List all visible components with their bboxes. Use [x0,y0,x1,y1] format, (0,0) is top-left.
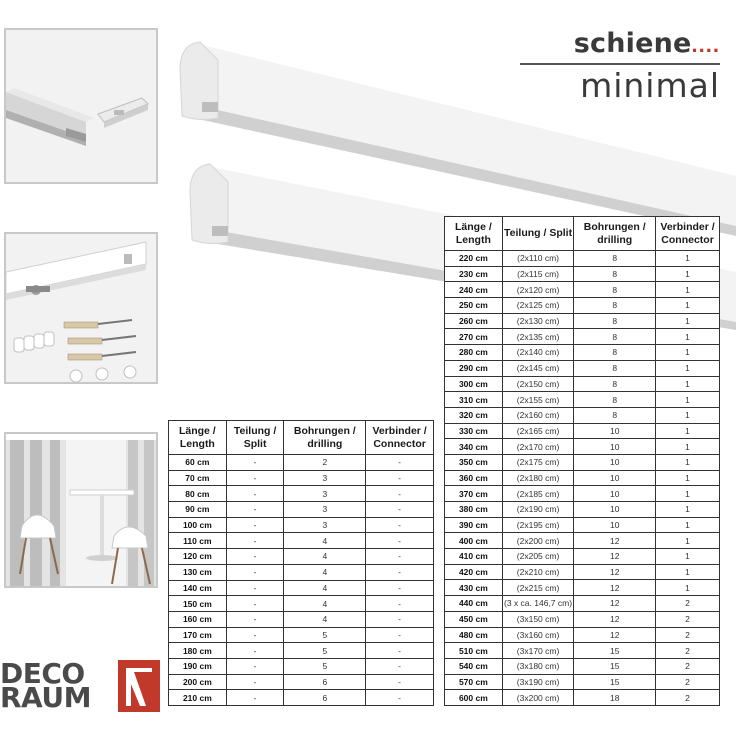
cell-length: 80 cm [169,486,227,502]
table-row [169,596,434,612]
cell-length: 340 cm [445,439,503,455]
cell-connector: 1 [656,517,720,533]
table-row [445,533,720,549]
cell-split: (2x215 cm) [502,580,574,596]
table-row [169,643,434,659]
table-row [445,313,720,329]
cell-drilling: 10 [574,486,656,502]
cell-split: (2x175 cm) [502,454,574,470]
cell-connector: - [366,486,434,502]
cell-split: (2x185 cm) [502,486,574,502]
cell-split: - [226,533,284,549]
cell-drilling: 5 [284,658,366,674]
cell-drilling: 8 [574,282,656,298]
cell-connector: 2 [656,611,720,627]
cell-connector: - [366,549,434,565]
table-header-row [169,421,434,455]
cell-connector: 1 [656,549,720,565]
table-row [169,580,434,596]
cell-split: (3x200 cm) [502,690,574,706]
cell-connector: - [366,455,434,471]
cell-length: 190 cm [169,658,227,674]
cell-split: (3x150 cm) [502,611,574,627]
accessories-thumbnail [4,232,158,384]
cell-drilling: 8 [574,329,656,345]
cell-connector: 1 [656,298,720,314]
cell-drilling: 10 [574,470,656,486]
cell-drilling: 18 [574,690,656,706]
cell-connector: 1 [656,470,720,486]
table-row [169,690,434,706]
table-row [169,674,434,690]
cell-length: 320 cm [445,407,503,423]
table-row [445,564,720,580]
table-row [445,454,720,470]
cell-length: 110 cm [169,533,227,549]
cell-connector: - [366,596,434,612]
table-row [445,282,720,298]
cell-drilling: 4 [284,549,366,565]
cell-connector: 1 [656,345,720,361]
cell-drilling: 3 [284,470,366,486]
col-header-length: Länge / Length [445,217,503,251]
cell-connector: - [366,611,434,627]
table-row [445,674,720,690]
table-row [445,360,720,376]
table-row [445,266,720,282]
cell-split: - [226,564,284,580]
cell-split: - [226,549,284,565]
cell-drilling: 5 [284,643,366,659]
cell-split: - [226,611,284,627]
cell-drilling: 10 [574,502,656,518]
cell-drilling: 8 [574,360,656,376]
cell-length: 400 cm [445,533,503,549]
cell-connector: - [366,470,434,486]
table-row [445,329,720,345]
cell-length: 380 cm [445,502,503,518]
col-header-length: Länge / Length [169,421,227,455]
table-row [445,298,720,314]
cell-split: - [226,580,284,596]
brand-subtitle: minimal [580,66,720,105]
cell-split: (2x140 cm) [502,345,574,361]
brand-name: schiene [573,28,692,59]
cell-length: 540 cm [445,658,503,674]
cell-length: 330 cm [445,423,503,439]
cell-length: 280 cm [445,345,503,361]
cell-length: 180 cm [169,643,227,659]
cell-connector: - [366,674,434,690]
cell-drilling: 10 [574,454,656,470]
cell-drilling: 8 [574,345,656,361]
cell-drilling: 8 [574,376,656,392]
cell-connector: 1 [656,282,720,298]
table-row [445,439,720,455]
room-scene-image [6,434,156,586]
cell-split: (2x110 cm) [502,251,574,267]
cell-drilling: 4 [284,533,366,549]
brand-header [520,28,720,105]
cell-split: (3x180 cm) [502,658,574,674]
cell-connector: - [366,564,434,580]
cell-drilling: 12 [574,596,656,612]
table-row [445,392,720,408]
accessories-image [6,234,156,382]
cell-connector: - [366,690,434,706]
table-row [445,627,720,643]
table-row [169,658,434,674]
cell-split: - [226,627,284,643]
brand-dots: .... [691,32,720,57]
cell-length: 250 cm [445,298,503,314]
table-row [445,517,720,533]
cell-length: 210 cm [169,690,227,706]
cell-connector: 2 [656,674,720,690]
logo-line-raum: RAUM [0,681,91,714]
cell-connector: 1 [656,502,720,518]
cell-connector: 1 [656,251,720,267]
cell-length: 170 cm [169,627,227,643]
cell-connector: 1 [656,423,720,439]
cell-length: 370 cm [445,486,503,502]
cell-split: - [226,643,284,659]
decoraum-logo [0,656,162,712]
table-row [169,470,434,486]
cell-connector: 1 [656,486,720,502]
cell-drilling: 10 [574,423,656,439]
cell-connector: 1 [656,376,720,392]
cell-length: 430 cm [445,580,503,596]
cell-split: (3 x ca. 146,7 cm) [502,596,574,612]
table-row [445,251,720,267]
table-row [169,611,434,627]
cell-length: 360 cm [445,470,503,486]
cell-drilling: 8 [574,407,656,423]
cell-length: 100 cm [169,517,227,533]
brand-divider [520,63,720,65]
cell-split: (2x160 cm) [502,407,574,423]
cell-length: 600 cm [445,690,503,706]
cell-length: 510 cm [445,643,503,659]
cell-drilling: 8 [574,392,656,408]
cell-split: (2x145 cm) [502,360,574,376]
col-header-split: Teilung / Split [502,217,574,251]
table-row [169,564,434,580]
cell-drilling: 12 [574,580,656,596]
cell-split: (2x130 cm) [502,313,574,329]
cell-length: 290 cm [445,360,503,376]
cell-split: (2x120 cm) [502,282,574,298]
cell-connector: 1 [656,392,720,408]
cell-split: - [226,470,284,486]
cell-split: - [226,658,284,674]
cell-drilling: 3 [284,502,366,518]
cell-split: - [226,674,284,690]
table-row [445,643,720,659]
cell-drilling: 4 [284,564,366,580]
cell-connector: - [366,533,434,549]
cell-split: - [226,486,284,502]
cell-length: 260 cm [445,313,503,329]
cell-split: (2x150 cm) [502,376,574,392]
table-row [445,611,720,627]
table-row [445,345,720,361]
table-row [169,533,434,549]
cell-drilling: 6 [284,674,366,690]
cell-split: (2x115 cm) [502,266,574,282]
cell-connector: - [366,643,434,659]
table-row [445,470,720,486]
cell-split: - [226,517,284,533]
cell-connector: 1 [656,360,720,376]
table-row [445,407,720,423]
cell-connector: - [366,658,434,674]
cell-split: (3x190 cm) [502,674,574,690]
cell-split: (2x205 cm) [502,549,574,565]
cell-connector: 1 [656,580,720,596]
cell-connector: 2 [656,627,720,643]
table-row [445,423,720,439]
cell-drilling: 5 [284,627,366,643]
cell-connector: 1 [656,329,720,345]
cell-length: 450 cm [445,611,503,627]
cell-length: 570 cm [445,674,503,690]
cell-connector: 2 [656,643,720,659]
cell-length: 140 cm [169,580,227,596]
cell-length: 200 cm [169,674,227,690]
col-header-drilling: Bohrungen / drilling [284,421,366,455]
cell-split: (2x210 cm) [502,564,574,580]
cell-split: (2x190 cm) [502,502,574,518]
cell-drilling: 3 [284,486,366,502]
cell-split: - [226,596,284,612]
cell-drilling: 4 [284,596,366,612]
cell-split: - [226,502,284,518]
cell-drilling: 4 [284,580,366,596]
cell-length: 310 cm [445,392,503,408]
cell-length: 160 cm [169,611,227,627]
cell-split: (2x170 cm) [502,439,574,455]
cell-drilling: 12 [574,564,656,580]
logo-mark-icon [118,660,160,712]
cell-length: 130 cm [169,564,227,580]
logo-line-deco: DECO [0,657,85,690]
cell-drilling: 15 [574,658,656,674]
table-row [445,502,720,518]
cell-split: (3x160 cm) [502,627,574,643]
cell-split: (3x170 cm) [502,643,574,659]
cell-drilling: 15 [574,674,656,690]
cell-drilling: 15 [574,643,656,659]
cell-connector: 2 [656,658,720,674]
cell-length: 150 cm [169,596,227,612]
cell-drilling: 8 [574,298,656,314]
table-row [169,627,434,643]
cell-drilling: 8 [574,251,656,267]
cell-length: 60 cm [169,455,227,471]
table-row [445,690,720,706]
cell-connector: - [366,627,434,643]
table-row [445,376,720,392]
cell-split: (2x195 cm) [502,517,574,533]
cell-split: - [226,690,284,706]
table-row [445,486,720,502]
cell-split: (2x135 cm) [502,329,574,345]
cell-drilling: 10 [574,517,656,533]
cell-connector: - [366,580,434,596]
cell-length: 120 cm [169,549,227,565]
cell-split: (2x200 cm) [502,533,574,549]
cell-connector: 2 [656,596,720,612]
table-row [445,580,720,596]
cell-drilling: 8 [574,313,656,329]
table-row [445,596,720,612]
col-header-connector: Verbinder / Connector [366,421,434,455]
cell-drilling: 6 [284,690,366,706]
cell-length: 90 cm [169,502,227,518]
table-row [169,455,434,471]
cell-drilling: 12 [574,611,656,627]
rail-profile-image [6,30,156,182]
cell-length: 410 cm [445,549,503,565]
table-row [169,486,434,502]
table-row [169,549,434,565]
cell-drilling: 2 [284,455,366,471]
cell-length: 440 cm [445,596,503,612]
cell-drilling: 4 [284,611,366,627]
cell-split: - [226,455,284,471]
col-header-drilling: Bohrungen / drilling [574,217,656,251]
cell-connector: 1 [656,439,720,455]
cell-length: 300 cm [445,376,503,392]
cell-length: 270 cm [445,329,503,345]
table-header-row [445,217,720,251]
cell-connector: 1 [656,313,720,329]
table-row [169,517,434,533]
cell-split: (2x180 cm) [502,470,574,486]
cell-drilling: 3 [284,517,366,533]
cell-connector: 1 [656,266,720,282]
cell-drilling: 8 [574,266,656,282]
table-row [169,502,434,518]
cell-drilling: 12 [574,549,656,565]
size-table-long [444,216,720,706]
cell-connector: 1 [656,564,720,580]
cell-drilling: 12 [574,533,656,549]
cell-length: 220 cm [445,251,503,267]
cell-connector: - [366,517,434,533]
cell-drilling: 12 [574,627,656,643]
col-header-connector: Verbinder / Connector [656,217,720,251]
size-table-short [168,420,434,706]
room-scene-thumbnail [4,432,158,588]
cell-length: 420 cm [445,564,503,580]
cell-connector: 1 [656,407,720,423]
cell-length: 390 cm [445,517,503,533]
rail-profile-thumbnail [4,28,158,184]
col-header-split: Teilung / Split [226,421,284,455]
cell-length: 350 cm [445,454,503,470]
table-row [445,658,720,674]
cell-split: (2x165 cm) [502,423,574,439]
cell-connector: - [366,502,434,518]
cell-split: (2x125 cm) [502,298,574,314]
cell-length: 230 cm [445,266,503,282]
cell-connector: 1 [656,454,720,470]
table-row [445,549,720,565]
cell-length: 480 cm [445,627,503,643]
cell-connector: 1 [656,533,720,549]
cell-connector: 2 [656,690,720,706]
cell-split: (2x155 cm) [502,392,574,408]
cell-length: 70 cm [169,470,227,486]
cell-length: 240 cm [445,282,503,298]
cell-drilling: 10 [574,439,656,455]
